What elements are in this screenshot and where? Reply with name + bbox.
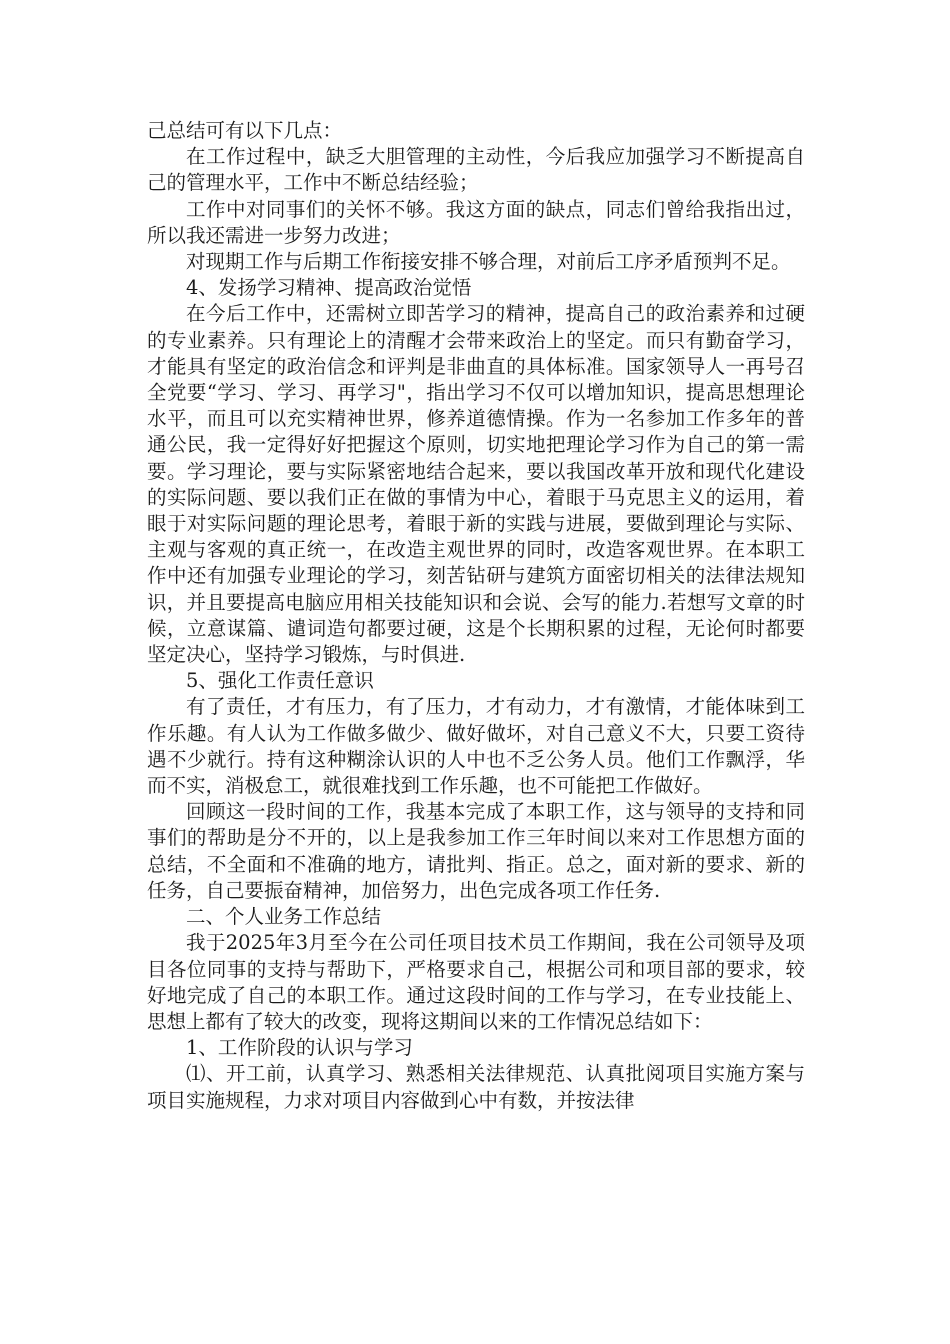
- section-heading: 1、工作阶段的认识与学习: [186, 1036, 413, 1060]
- paragraph: 有了责任，才有压力，有了压力，才有动力，才有激情，才能体味到工作乐趣。有人认为工作做多做少、做好做坏，对自己意义不大，只要工资待遇不少就行。持有这种糊涂认识的人中也不乏公务人员。他们工作飘浮，华而不实，消极怠工，就很难找到工作乐趣，也不可能把工作做好。: [147, 695, 805, 798]
- section-heading: 4、发扬学习精神、提高政治觉悟: [186, 276, 472, 300]
- paragraph: 在工作过程中，缺乏大胆管理的主动性，今后我应加强学习不断提高自己的管理水平，工作中不断总结经验；: [147, 145, 805, 195]
- paragraph: ⑴、开工前，认真学习、熟悉相关法律规范、认真批阅项目实施方案与项目实施规程，力求对项目内容做到心中有数，并按法律: [147, 1062, 805, 1112]
- section-heading: 5、强化工作责任意识: [186, 669, 374, 693]
- paragraph: 工作中对同事们的关怀不够。我这方面的缺点，同志们曾给我指出过，所以我还需进一步努力改进；: [147, 197, 805, 247]
- document-page: [147, 118, 805, 1114]
- paragraph: 回顾这一段时间的工作，我基本完成了本职工作，这与领导的支持和同事们的帮助是分不开的，以上是我参加工作三年时间以来对工作思想方面的总结，不全面和不准确的地方，请批判、指正。总之，面对新的要求、新的任务，自己要振奋精神，加倍努力，出色完成各项工作任务.: [147, 800, 805, 902]
- paragraph: 对现期工作与后期工作衔接安排不够合理，对前后工序矛盾预判不足。: [186, 250, 791, 274]
- section-heading: 二、个人业务工作总结: [186, 905, 382, 929]
- paragraph: 我于2025年3月至今在公司任项目技术员工作期间，我在公司领导及项目各位同事的支持与帮助下，严格要求自己，根据公司和项目部的要求，较好地完成了自己的本职工作。通过这段时间的工作与学习，在专业技能上、思想上都有了较大的改变，现将这期间以来的工作情况总结如下：: [147, 931, 805, 1033]
- paragraph: 在今后工作中，还需树立即苦学习的精神，提高自己的政治素养和过硬的专业素养。只有理论上的清醒才会带来政治上的坚定。而只有勤奋学习，才能具有坚定的政治信念和评判是非曲直的具体标准。国家领导人一再号召全党要“学习、学习、再学习"，指出学习不仅可以增加知识，提高思想理论水平，而且可以充实精神世界，修养道德情操。作为一名参加工作多年的普通公民，我一定得好好把握这个原则，切实地把理论学习作为自己的第一需要。学习理论，要与实际紧密地结合起来，要以我国改革开放和现代化建设的实际问题、要以我们正在做的事情为中心，着眼于马克思主义的运用，着眼于对实际问题的理论思考，着眼于新的实践与进展，要做到理论与实际、主观与客观的真正统一，在改造主观世界的同时，改造客观世界。在本职工作中还有加强专业理论的学习，刻苦钻研与建筑方面密切相关的法律法规知识，并且要提高电脑应用相关技能知识和会说、会写的能力.若想写文章的时候，立意谋篇、谴词造句都要过硬，这是个长期积累的过程，无论何时都要坚定决心，坚持学习锻炼，与时俱进.: [147, 302, 805, 667]
- paragraph: 己总结可有以下几点：: [147, 119, 343, 142]
